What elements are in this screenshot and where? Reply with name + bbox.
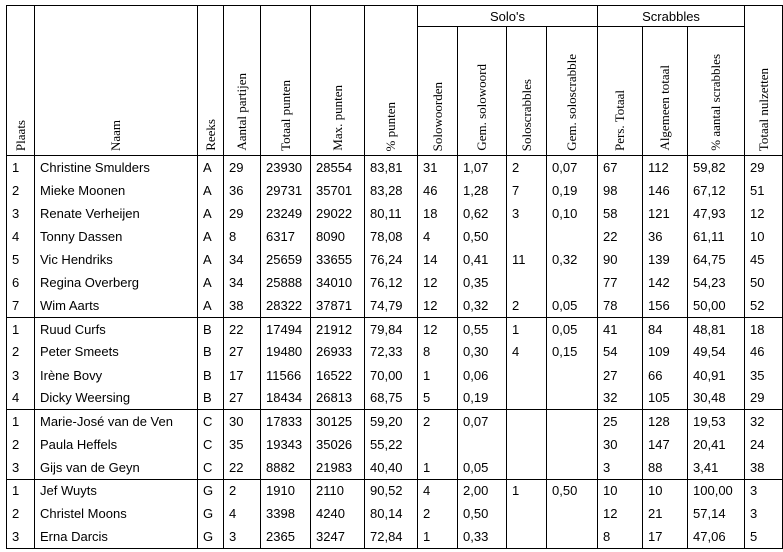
- cell-totaal-punten: 2365: [261, 525, 311, 548]
- cell-max-punten: 26933: [311, 340, 365, 363]
- cell-max-punten: 21983: [311, 456, 365, 479]
- table-row: [7, 387, 783, 410]
- header-group-solos: Solo's: [418, 6, 598, 27]
- header-gem-solowoord: Gem. solowoord: [458, 27, 507, 156]
- cell-algemeen-totaal: 156: [643, 294, 688, 317]
- header-reeks: Reeks: [198, 6, 224, 156]
- group-block-g: [7, 479, 783, 548]
- cell-reeks: A: [198, 271, 224, 294]
- table-row: [7, 433, 783, 456]
- cell-reeks: B: [198, 340, 224, 363]
- cell-reeks: A: [198, 202, 224, 225]
- cell-pct-punten: 90,52: [365, 479, 418, 502]
- cell-pers-totaal: 41: [598, 317, 643, 340]
- cell-gem-soloscrabble: [547, 525, 598, 548]
- cell-aantal-partijen: 38: [224, 294, 261, 317]
- cell-totaal-nulzetten: 29: [745, 387, 783, 410]
- cell-pct-punten: 79,84: [365, 317, 418, 340]
- cell-naam: Vic Hendriks: [35, 248, 198, 271]
- header-totaal-nulzetten: Totaal nulzetten: [745, 6, 783, 156]
- header-pers-totaal: Pers. Totaal: [598, 27, 643, 156]
- cell-soloscrabbles: [507, 387, 547, 410]
- cell-pct-punten: 59,20: [365, 410, 418, 433]
- cell-gem-soloscrabble: [547, 433, 598, 456]
- cell-plaats: 3: [7, 456, 35, 479]
- cell-soloscrabbles: 3: [507, 202, 547, 225]
- cell-solowoorden: 14: [418, 248, 458, 271]
- cell-totaal-punten: 3398: [261, 502, 311, 525]
- cell-pct-punten: 74,79: [365, 294, 418, 317]
- cell-naam: Ruud Curfs: [35, 317, 198, 340]
- table-row: [7, 317, 783, 340]
- cell-aantal-partijen: 22: [224, 317, 261, 340]
- cell-solowoorden: 31: [418, 156, 458, 179]
- cell-pct-punten: 76,24: [365, 248, 418, 271]
- cell-soloscrabbles: [507, 410, 547, 433]
- cell-algemeen-totaal: 17: [643, 525, 688, 548]
- cell-max-punten: 4240: [311, 502, 365, 525]
- cell-reeks: A: [198, 156, 224, 179]
- cell-totaal-punten: 25888: [261, 271, 311, 294]
- cell-solowoorden: 18: [418, 202, 458, 225]
- cell-aantal-partijen: 27: [224, 340, 261, 363]
- cell-naam: Dicky Weersing: [35, 387, 198, 410]
- cell-naam: Wim Aarts: [35, 294, 198, 317]
- cell-pers-totaal: 54: [598, 340, 643, 363]
- cell-plaats: 1: [7, 479, 35, 502]
- cell-gem-solowoord: 0,05: [458, 456, 507, 479]
- cell-max-punten: 35701: [311, 179, 365, 202]
- cell-reeks: B: [198, 387, 224, 410]
- header-max-punten: Max. punten: [311, 6, 365, 156]
- cell-gem-soloscrabble: [547, 271, 598, 294]
- cell-totaal-punten: 19343: [261, 433, 311, 456]
- cell-pct-aantal-scrabbles: 19,53: [688, 410, 745, 433]
- cell-totaal-punten: 18434: [261, 387, 311, 410]
- cell-totaal-nulzetten: 24: [745, 433, 783, 456]
- cell-totaal-punten: 1910: [261, 479, 311, 502]
- cell-pers-totaal: 8: [598, 525, 643, 548]
- table-row: [7, 202, 783, 225]
- table-row: [7, 271, 783, 294]
- group-block-c: [7, 410, 783, 479]
- cell-soloscrabbles: [507, 271, 547, 294]
- cell-algemeen-totaal: 84: [643, 317, 688, 340]
- cell-aantal-partijen: 29: [224, 202, 261, 225]
- table-row: [7, 294, 783, 317]
- cell-plaats: 3: [7, 525, 35, 548]
- group-block-a: [7, 156, 783, 318]
- cell-pct-aantal-scrabbles: 61,11: [688, 225, 745, 248]
- cell-gem-solowoord: 0,06: [458, 364, 507, 387]
- cell-gem-solowoord: 2,00: [458, 479, 507, 502]
- cell-max-punten: 26813: [311, 387, 365, 410]
- cell-plaats: 2: [7, 433, 35, 456]
- header-totaal-punten: Totaal punten: [261, 6, 311, 156]
- cell-pers-totaal: 30: [598, 433, 643, 456]
- cell-pers-totaal: 22: [598, 225, 643, 248]
- cell-gem-soloscrabble: [547, 387, 598, 410]
- cell-pers-totaal: 27: [598, 364, 643, 387]
- cell-pct-aantal-scrabbles: 30,48: [688, 387, 745, 410]
- cell-totaal-nulzetten: 3: [745, 502, 783, 525]
- cell-reeks: C: [198, 410, 224, 433]
- cell-algemeen-totaal: 88: [643, 456, 688, 479]
- cell-soloscrabbles: 1: [507, 317, 547, 340]
- cell-soloscrabbles: [507, 525, 547, 548]
- cell-totaal-punten: 17494: [261, 317, 311, 340]
- cell-pct-punten: 40,40: [365, 456, 418, 479]
- cell-plaats: 4: [7, 225, 35, 248]
- cell-max-punten: 33655: [311, 248, 365, 271]
- cell-pct-aantal-scrabbles: 47,06: [688, 525, 745, 548]
- cell-algemeen-totaal: 109: [643, 340, 688, 363]
- cell-pct-aantal-scrabbles: 57,14: [688, 502, 745, 525]
- cell-naam: Jef Wuyts: [35, 479, 198, 502]
- cell-gem-soloscrabble: 0,05: [547, 294, 598, 317]
- cell-soloscrabbles: [507, 502, 547, 525]
- table-row: [7, 248, 783, 271]
- cell-max-punten: 29022: [311, 202, 365, 225]
- cell-reeks: G: [198, 525, 224, 548]
- cell-pers-totaal: 90: [598, 248, 643, 271]
- cell-naam: Regina Overberg: [35, 271, 198, 294]
- cell-aantal-partijen: 3: [224, 525, 261, 548]
- cell-max-punten: 37871: [311, 294, 365, 317]
- cell-gem-solowoord: 0,50: [458, 502, 507, 525]
- cell-pct-punten: 78,08: [365, 225, 418, 248]
- cell-pct-aantal-scrabbles: 49,54: [688, 340, 745, 363]
- cell-gem-solowoord: 0,33: [458, 525, 507, 548]
- table-row: [7, 179, 783, 202]
- cell-naam: Mieke Moonen: [35, 179, 198, 202]
- cell-aantal-partijen: 35: [224, 433, 261, 456]
- cell-solowoorden: 2: [418, 502, 458, 525]
- cell-totaal-nulzetten: 18: [745, 317, 783, 340]
- cell-algemeen-totaal: 146: [643, 179, 688, 202]
- cell-plaats: 6: [7, 271, 35, 294]
- table-row: [7, 479, 783, 502]
- cell-solowoorden: [418, 433, 458, 456]
- cell-totaal-nulzetten: 38: [745, 456, 783, 479]
- group-block-b: [7, 317, 783, 409]
- cell-naam: Renate Verheijen: [35, 202, 198, 225]
- cell-naam: Marie-José van de Ven: [35, 410, 198, 433]
- cell-solowoorden: 5: [418, 387, 458, 410]
- cell-totaal-nulzetten: 46: [745, 340, 783, 363]
- cell-pct-punten: 83,28: [365, 179, 418, 202]
- cell-pct-punten: 72,33: [365, 340, 418, 363]
- cell-pct-aantal-scrabbles: 47,93: [688, 202, 745, 225]
- cell-pers-totaal: 78: [598, 294, 643, 317]
- cell-aantal-partijen: 34: [224, 271, 261, 294]
- cell-pct-punten: 76,12: [365, 271, 418, 294]
- cell-pct-aantal-scrabbles: 64,75: [688, 248, 745, 271]
- cell-max-punten: 3247: [311, 525, 365, 548]
- cell-algemeen-totaal: 139: [643, 248, 688, 271]
- cell-gem-solowoord: 0,55: [458, 317, 507, 340]
- cell-gem-solowoord: 0,19: [458, 387, 507, 410]
- cell-gem-solowoord: 0,50: [458, 225, 507, 248]
- cell-algemeen-totaal: 128: [643, 410, 688, 433]
- cell-algemeen-totaal: 121: [643, 202, 688, 225]
- cell-pct-punten: 72,84: [365, 525, 418, 548]
- cell-gem-soloscrabble: [547, 225, 598, 248]
- cell-solowoorden: 4: [418, 479, 458, 502]
- header-pct-aantal-scrabbles: % aantal scrabbles: [688, 27, 745, 156]
- cell-pct-punten: 80,11: [365, 202, 418, 225]
- cell-gem-soloscrabble: [547, 456, 598, 479]
- cell-max-punten: 16522: [311, 364, 365, 387]
- cell-solowoorden: 8: [418, 340, 458, 363]
- cell-totaal-nulzetten: 29: [745, 156, 783, 179]
- cell-algemeen-totaal: 66: [643, 364, 688, 387]
- cell-pct-aantal-scrabbles: 50,00: [688, 294, 745, 317]
- cell-algemeen-totaal: 112: [643, 156, 688, 179]
- table-row: [7, 225, 783, 248]
- cell-aantal-partijen: 4: [224, 502, 261, 525]
- cell-soloscrabbles: [507, 456, 547, 479]
- cell-plaats: 2: [7, 340, 35, 363]
- cell-solowoorden: 1: [418, 364, 458, 387]
- cell-totaal-punten: 8882: [261, 456, 311, 479]
- cell-gem-soloscrabble: 0,10: [547, 202, 598, 225]
- cell-reeks: B: [198, 364, 224, 387]
- cell-totaal-nulzetten: 51: [745, 179, 783, 202]
- cell-pct-punten: 80,14: [365, 502, 418, 525]
- cell-pers-totaal: 67: [598, 156, 643, 179]
- cell-pct-aantal-scrabbles: 3,41: [688, 456, 745, 479]
- cell-totaal-nulzetten: 32: [745, 410, 783, 433]
- cell-aantal-partijen: 17: [224, 364, 261, 387]
- cell-gem-soloscrabble: [547, 364, 598, 387]
- cell-soloscrabbles: 7: [507, 179, 547, 202]
- cell-soloscrabbles: 11: [507, 248, 547, 271]
- table-row: [7, 456, 783, 479]
- cell-pct-punten: 55,22: [365, 433, 418, 456]
- cell-soloscrabbles: [507, 225, 547, 248]
- cell-solowoorden: 1: [418, 456, 458, 479]
- cell-solowoorden: 12: [418, 317, 458, 340]
- cell-gem-soloscrabble: 0,50: [547, 479, 598, 502]
- cell-aantal-partijen: 36: [224, 179, 261, 202]
- cell-pers-totaal: 25: [598, 410, 643, 433]
- cell-algemeen-totaal: 10: [643, 479, 688, 502]
- cell-totaal-punten: 17833: [261, 410, 311, 433]
- cell-pers-totaal: 77: [598, 271, 643, 294]
- cell-aantal-partijen: 30: [224, 410, 261, 433]
- cell-gem-soloscrabble: 0,07: [547, 156, 598, 179]
- cell-pers-totaal: 3: [598, 456, 643, 479]
- cell-naam: Christine Smulders: [35, 156, 198, 179]
- header-pct-punten: % punten: [365, 6, 418, 156]
- cell-totaal-nulzetten: 35: [745, 364, 783, 387]
- cell-gem-solowoord: [458, 433, 507, 456]
- cell-totaal-nulzetten: 45: [745, 248, 783, 271]
- cell-pers-totaal: 98: [598, 179, 643, 202]
- cell-totaal-nulzetten: 10: [745, 225, 783, 248]
- cell-totaal-punten: 23930: [261, 156, 311, 179]
- cell-reeks: A: [198, 225, 224, 248]
- cell-plaats: 1: [7, 156, 35, 179]
- cell-gem-soloscrabble: 0,05: [547, 317, 598, 340]
- cell-max-punten: 35026: [311, 433, 365, 456]
- header-aantal-partijen: Aantal partijen: [224, 6, 261, 156]
- cell-pct-punten: 70,00: [365, 364, 418, 387]
- cell-pct-aantal-scrabbles: 48,81: [688, 317, 745, 340]
- cell-gem-soloscrabble: [547, 410, 598, 433]
- cell-max-punten: 28554: [311, 156, 365, 179]
- cell-soloscrabbles: 2: [507, 294, 547, 317]
- cell-reeks: C: [198, 456, 224, 479]
- cell-pct-aantal-scrabbles: 54,23: [688, 271, 745, 294]
- cell-totaal-punten: 6317: [261, 225, 311, 248]
- table-row: [7, 364, 783, 387]
- cell-gem-solowoord: 1,28: [458, 179, 507, 202]
- table-row: [7, 156, 783, 179]
- cell-totaal-punten: 19480: [261, 340, 311, 363]
- cell-solowoorden: 46: [418, 179, 458, 202]
- cell-totaal-nulzetten: 52: [745, 294, 783, 317]
- cell-pers-totaal: 32: [598, 387, 643, 410]
- cell-reeks: G: [198, 479, 224, 502]
- cell-plaats: 2: [7, 502, 35, 525]
- cell-pct-aantal-scrabbles: 40,91: [688, 364, 745, 387]
- cell-totaal-punten: 23249: [261, 202, 311, 225]
- header-solowoorden: Solowoorden: [418, 27, 458, 156]
- cell-soloscrabbles: [507, 433, 547, 456]
- header-plaats: Plaats: [7, 6, 35, 156]
- cell-soloscrabbles: 4: [507, 340, 547, 363]
- cell-max-punten: 8090: [311, 225, 365, 248]
- cell-max-punten: 21912: [311, 317, 365, 340]
- cell-algemeen-totaal: 36: [643, 225, 688, 248]
- cell-solowoorden: 12: [418, 294, 458, 317]
- cell-algemeen-totaal: 21: [643, 502, 688, 525]
- cell-naam: Erna Darcis: [35, 525, 198, 548]
- cell-solowoorden: 1: [418, 525, 458, 548]
- table-row: [7, 502, 783, 525]
- cell-solowoorden: 2: [418, 410, 458, 433]
- cell-soloscrabbles: 2: [507, 156, 547, 179]
- cell-totaal-nulzetten: 5: [745, 525, 783, 548]
- cell-pct-aantal-scrabbles: 100,00: [688, 479, 745, 502]
- header-naam: Naam: [35, 6, 198, 156]
- cell-plaats: 2: [7, 179, 35, 202]
- cell-pct-punten: 68,75: [365, 387, 418, 410]
- cell-gem-soloscrabble: 0,19: [547, 179, 598, 202]
- cell-soloscrabbles: [507, 364, 547, 387]
- cell-reeks: G: [198, 502, 224, 525]
- header-group-scrabbles: Scrabbles: [598, 6, 745, 27]
- cell-gem-solowoord: 0,41: [458, 248, 507, 271]
- cell-naam: Irène Bovy: [35, 364, 198, 387]
- cell-naam: Peter Smeets: [35, 340, 198, 363]
- cell-gem-solowoord: 0,30: [458, 340, 507, 363]
- cell-algemeen-totaal: 147: [643, 433, 688, 456]
- cell-gem-solowoord: 0,32: [458, 294, 507, 317]
- cell-pct-aantal-scrabbles: 59,82: [688, 156, 745, 179]
- cell-max-punten: 34010: [311, 271, 365, 294]
- cell-pct-aantal-scrabbles: 67,12: [688, 179, 745, 202]
- cell-plaats: 5: [7, 248, 35, 271]
- cell-aantal-partijen: 34: [224, 248, 261, 271]
- cell-gem-solowoord: 1,07: [458, 156, 507, 179]
- cell-gem-soloscrabble: 0,15: [547, 340, 598, 363]
- table-row: [7, 340, 783, 363]
- cell-max-punten: 30125: [311, 410, 365, 433]
- cell-reeks: A: [198, 294, 224, 317]
- cell-plaats: 4: [7, 387, 35, 410]
- cell-totaal-nulzetten: 12: [745, 202, 783, 225]
- header-soloscrabbles: Soloscrabbles: [507, 27, 547, 156]
- cell-solowoorden: 12: [418, 271, 458, 294]
- cell-pers-totaal: 58: [598, 202, 643, 225]
- cell-pers-totaal: 12: [598, 502, 643, 525]
- cell-gem-soloscrabble: [547, 502, 598, 525]
- cell-totaal-nulzetten: 50: [745, 271, 783, 294]
- cell-reeks: C: [198, 433, 224, 456]
- cell-plaats: 7: [7, 294, 35, 317]
- standings-table: [6, 5, 783, 549]
- cell-naam: Christel Moons: [35, 502, 198, 525]
- cell-reeks: A: [198, 248, 224, 271]
- table-row: [7, 525, 783, 548]
- cell-aantal-partijen: 22: [224, 456, 261, 479]
- header-algemeen-totaal: Algemeen totaal: [643, 27, 688, 156]
- cell-totaal-punten: 28322: [261, 294, 311, 317]
- cell-naam: Tonny Dassen: [35, 225, 198, 248]
- cell-aantal-partijen: 8: [224, 225, 261, 248]
- cell-totaal-nulzetten: 3: [745, 479, 783, 502]
- cell-pct-aantal-scrabbles: 20,41: [688, 433, 745, 456]
- cell-soloscrabbles: 1: [507, 479, 547, 502]
- cell-totaal-punten: 11566: [261, 364, 311, 387]
- cell-plaats: 3: [7, 364, 35, 387]
- cell-aantal-partijen: 29: [224, 156, 261, 179]
- cell-plaats: 1: [7, 317, 35, 340]
- cell-totaal-punten: 29731: [261, 179, 311, 202]
- cell-pct-punten: 83,81: [365, 156, 418, 179]
- cell-aantal-partijen: 2: [224, 479, 261, 502]
- cell-algemeen-totaal: 142: [643, 271, 688, 294]
- cell-totaal-punten: 25659: [261, 248, 311, 271]
- cell-gem-soloscrabble: 0,32: [547, 248, 598, 271]
- cell-naam: Paula Heffels: [35, 433, 198, 456]
- cell-plaats: 3: [7, 202, 35, 225]
- cell-gem-solowoord: 0,62: [458, 202, 507, 225]
- cell-plaats: 1: [7, 410, 35, 433]
- cell-pers-totaal: 10: [598, 479, 643, 502]
- cell-gem-solowoord: 0,07: [458, 410, 507, 433]
- cell-reeks: A: [198, 179, 224, 202]
- cell-max-punten: 2110: [311, 479, 365, 502]
- cell-naam: Gijs van de Geyn: [35, 456, 198, 479]
- cell-reeks: B: [198, 317, 224, 340]
- header-gem-soloscrabble: Gem. soloscrabble: [547, 27, 598, 156]
- cell-solowoorden: 4: [418, 225, 458, 248]
- cell-aantal-partijen: 27: [224, 387, 261, 410]
- table-row: [7, 410, 783, 433]
- cell-algemeen-totaal: 105: [643, 387, 688, 410]
- cell-gem-solowoord: 0,35: [458, 271, 507, 294]
